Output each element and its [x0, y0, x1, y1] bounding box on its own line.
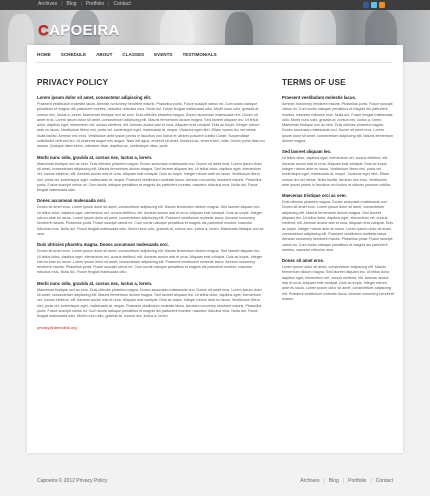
section-heading: Donec accumsan malesuada orci.	[37, 198, 107, 204]
section-heading: Donec sit amet eros.	[282, 258, 325, 264]
footer-separator: |	[323, 478, 325, 484]
nav-schedule[interactable]: SCHEDULE	[60, 52, 87, 57]
section-heading: Duis ultricies pharetra magna. Donec accumsan malesuada orci.	[37, 242, 169, 248]
section-text: Maecenas tristique orci ac sem. Duis ultricies pharetra magna. Donec accumsan malesuada orci. Donec sit amet eros. Lorem ipsum dolor sit amet, consectetuer adipiscing elit. Mauris fermentum dictum magna. Sed laoreet aliquam leo. Ut tellus dolor, dapibus eget, elementum vel, cursus eleifend, elit. Aenean auctor wisi et urna. Aliquam erat volutpat. Duis ac turpis. Integer rutrum ante eu lacus. Vestibulum libero nisl, porta vel, scelerisque eget, malesuada at, neque. Praesent vestibulum molestie lacus. Aenean nonummy hendrerit mauris. Phasellus porta. Fusce suscipit varius mi. Cum sociis natoque penatibus et magnis dis parturient montes, nascetur ridiculus mus. Nulla dui. Fusce feugiat malesuada odio. Morbi nunc odio, gravida at, cursus nec, luctus a, lorem.	[37, 287, 262, 319]
section-text: Praesent vestibulum molestie lacus. Aenean nonummy hendrerit mauris. Phasellus porta. Fusce suscipit varius mi. Cum sociis natoque penatibus et magnis dis parturient montes, nascetur ridiculus mus. Nulla dui. Fusce feugiat malesuada odio. Morbi nunc odio, gravida at, cursus nec, luctus a, lorem. Maecenas tristique orci ac sem. Duis ultricies pharetra magna. Donec accumsan malesuada orci. Donec sit amet eros. Lorem ipsum dolor sit amet, consectetuer adipiscing elit. Mauris fermentum dictum magna. Sed laoreet aliquam leo. Ut tellus dolor, dapibus eget, elementum vel, cursus eleifend, elit. Aenean auctor wisi et urna. Aliquam erat volutpat. Duis ac turpis. Integer rutrum ante eu lacus. Vestibulum libero nisl, porta vel, scelerisque eget, malesuada at, neque. Vivamus eget nibh. Etiam cursus leo vel metus. Nulla facilisi. Aenean nec eros. Vestibulum ante ipsum primis in faucibus orci luctus et ultrices posuere cubilia Curae; Suspendisse sollicitudin velit sed leo. Ut pharetra augue nec augue. Nam elit agna, endrerit sit amet, tincidunt ac, viverra sed, nulla. Donec porta diam eu massa. Quisque diam lorem, interdum vitae, dapibus ac, scelerisque vitae, pede.	[37, 102, 265, 149]
footer-link-blog[interactable]: Blog	[328, 478, 339, 484]
nav-about[interactable]: ABOUT	[96, 52, 113, 57]
nav-testimonials[interactable]: TESTIMONIALS	[182, 52, 217, 57]
nav-events[interactable]: EVENTS	[154, 52, 173, 57]
footer-separator: |	[342, 478, 345, 484]
nav-home[interactable]: HOME	[37, 52, 51, 57]
footer-link-archives[interactable]: Archives	[300, 478, 320, 484]
terms-column	[282, 78, 394, 307]
section-text: Aenean nonummy hendrerit mauris. Phasellus porta. Fusce suscipit varius mi. Cum sociis natoque penatibus et magnis dis parturient montes, nascetur ridiculus mus. Nulla dui. Fusce feugiat malesuada odio. Morbi nunc odio, gravida at, cursus nec, luctus a, lorem. Maecenas tristique orci ac sem. Duis ultricies pharetra magna. Donec accumsan malesuada orci. Donec sit amet eros. Lorem ipsum dolor sit amet, consectetuer adipiscing elit. Mauris fermentum dictum magna.	[282, 102, 394, 144]
section-heading: Lorem ipsum dolor sit amet, consectetur adipiscing elit.	[37, 95, 152, 100]
main-nav	[35, 52, 225, 57]
topnav-separator: |	[108, 1, 110, 7]
terms-title: TERMS OF USE	[282, 78, 346, 87]
section-heading: Sed laoreet aliquam leo.	[282, 149, 332, 155]
top-nav	[38, 1, 131, 7]
footer	[27, 477, 403, 491]
topnav-separator: |	[80, 1, 82, 7]
section-heading: Praesent vestibulum molestie lacus.	[282, 95, 357, 100]
footer-copyright: Capoeira © 2012 Privacy Policy	[37, 478, 108, 484]
rss-icon[interactable]	[379, 2, 385, 8]
logo-rest: APOEIRA	[49, 22, 120, 39]
section-heading: Maecenas tristique orci ac sem.	[282, 193, 347, 199]
footer-links	[300, 478, 393, 484]
section-text: Lorem ipsum dolor sit amet, consectetuer adipiscing elit. Mauris fermentum dictum magna. Sed laoreet aliquam leo. Ut tellus dolor, dapibus eget, elementum vel, cursus eleifend, elit. Aenean auctor wisi et urna. Aliquam erat volutpat. Duis ac turpis. Integer rutrum ante eu lacus. Lorem ipsum dolor sit amet, consectetuer adipiscing elit. Praesent vestibulum molestie lacus. Aenean nonummy hendrerit mauris.	[282, 265, 394, 301]
topnav-portfolio[interactable]: Portfolio	[85, 1, 105, 7]
twitter-icon[interactable]	[371, 2, 377, 8]
topnav-blog[interactable]: Blog	[66, 1, 77, 7]
footer-link-contact[interactable]: Contact	[375, 478, 393, 484]
nav-classes[interactable]: CLASSES	[122, 52, 145, 57]
footer-separator: |	[370, 478, 372, 484]
section-text: Donec sit amet eros. Lorem ipsum dolor sit amet, consectetuer adipiscing elit. Mauris fermentum dictum magna. Sed laoreet aliquam leo. Ut tellus dolor, dapibus eget, elementum vel, cursus eleifend, elit. Aenean auctor wisi et urna. Aliquam erat volutpat. Duis ac turpis. Integer rutrum ante eu lacus. Lorem ipsum dolor sit amet, consectetuer adipiscing elit. Praesent vestibulum molestie lacus. Aenean nonummy hendrerit mauris. Phasellus porta. Fusce suscipit varius mi. Cum sociis natoque penatibus et magnis dis parturient montes, nascetur ridiculus mus. Nulla dui. Fusce feugiat malesuada odio. Morbi nunc odio, gravida at, cursus nec, luctus a, lorem. Maecenas tristique orci ac sem.	[37, 205, 264, 236]
section-text: Donec sit amet eros. Lorem ipsum dolor sit amet, consectetuer adipiscing elit. Mauris fermentum dictum magna. Sed laoreet aliquam leo. Ut tellus dolor, dapibus eget, elementum vel, cursus eleifend, elit. Aenean auctor wisi et urna. Aliquam erat volutpat. Duis ac turpis. Integer rutrum ante eu lacus. Lorem ipsum dolor sit amet, consectetuer adipiscing elit. Praesent vestibulum molestie lacus. Aenean nonummy hendrerit mauris. Phasellus porta. Fusce suscipit varius mi. Cum sociis natoque penatibus et magnis dis parturient montes, nascetur ridiculus mus. Nulla dui. Fusce feugiat malesuada odio.	[37, 249, 263, 275]
section-text: Ut tellus dolor, dapibus eget, elementum vel, cursus eleifend, elit. Aenean auctor wisi et urna. Aliquam erat volutpat. Duis ac turpis. Integer rutrum ante eu lacus. Vestibulum libero nisl, porta vel, scelerisque eget, malesuada at, neque. Vivamus eget nibh. Etiam cursus leo vel metus. Nulla facilisi. Aenean nec eros. Vestibulum ante ipsum primis in faucibus orci luctus et ultrices posuere cubilia.	[282, 156, 391, 187]
logo-first-letter: C	[38, 22, 50, 39]
section-heading: Morbi nunc odio, gravida at, cursus nec, luctus a, lorem.	[37, 280, 153, 286]
content-panel	[27, 45, 403, 453]
section-heading: Morbi nunc odio, gravida at, cursus nec, luctus a, lorem.	[37, 154, 153, 160]
facebook-icon[interactable]	[363, 2, 369, 8]
section-text: Maecenas tristique orci ac sem. Duis ultricies pharetra magna. Donec accumsan malesuada orci. Donec sit amet eros. Lorem ipsum dolor sit amet, consectetuer adipiscing elit. Mauris fermentum dictum magna. Sed laoreet aliquam leo. Ut tellus dolor, dapibus eget, elementum vel, cursus eleifend, elit. Aenean auctor wisi et urna. Aliquam erat volutpat. Duis ac turpis. Integer rutrum ante eu lacus. Vestibulum libero nisl, porta vel, scelerisque eget, malesuada at, neque. Praesent vestibulum molestie lacus. Aenean nonummy hendrerit mauris. Phasellus porta. Fusce suscipit varius mi. Cum sociis natoque penatibus et magnis dis parturient montes, nascetur ridiculus mus. Nulla dui. Fusce feugiat malesuada odio.	[37, 161, 262, 193]
section-text: Duis ultricies pharetra magna. Donec accumsan malesuada orci. Donec sit amet eros. Lorem ipsum dolor sit amet, consectetuer adipiscing elit. Mauris fermentum dictum magna. Sed laoreet aliquam leo. Ut tellus dolor, dapibus eget, elementum vel, cursus eleifend, elit. Aenean auctor wisi et urna. Aliquam erat volutpat. Duis ac turpis. Integer rutrum ante eu lacus. Lorem ipsum dolor sit amet, consectetuer adipiscing elit. Praesent vestibulum molestie lacus. Aenean nonummy hendrerit mauris. Phasellus porta. Fusce suscipit varius mi. Cum sociis natoque penatibus et magnis dis parturient montes, nascetur ridiculus mus.	[282, 200, 394, 252]
nav-divider	[35, 62, 393, 63]
topnav-archives[interactable]: Archives	[38, 1, 58, 7]
privacy-title: PRIVACY POLICY	[37, 78, 109, 87]
footer-link-portfolio[interactable]: Portfolio	[348, 478, 367, 484]
privacy-email-link[interactable]: privacy@demolink.org	[37, 324, 77, 330]
site-logo[interactable]	[38, 22, 120, 39]
privacy-column	[37, 78, 265, 330]
topnav-contact[interactable]: Contact	[113, 1, 131, 7]
social-links	[363, 2, 385, 8]
topnav-separator: |	[61, 1, 63, 7]
